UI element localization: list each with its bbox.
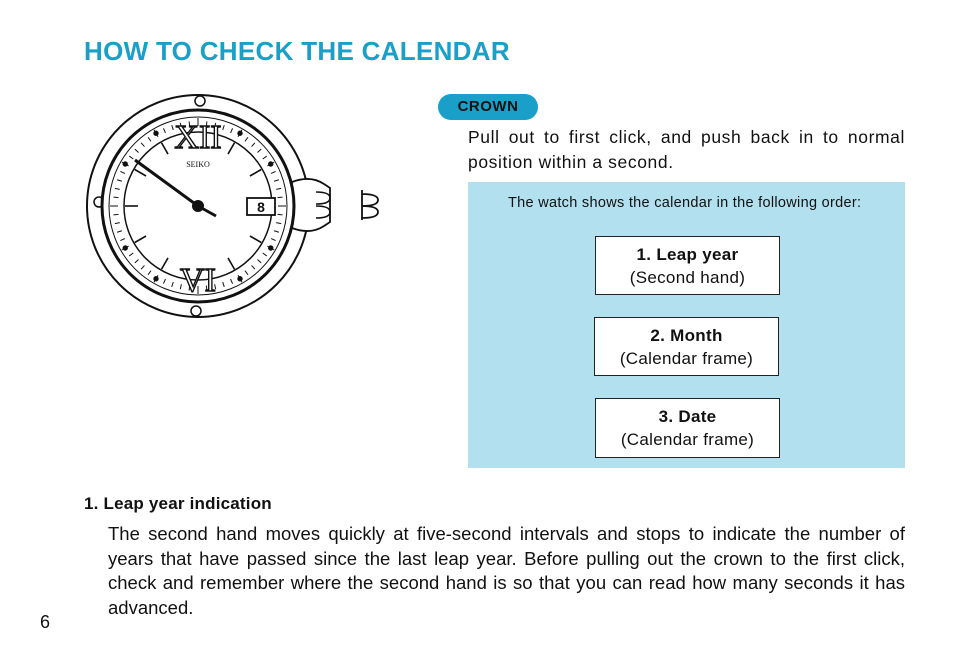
hour-dot — [123, 162, 127, 166]
page-title: HOW TO CHECK THE CALENDAR — [84, 36, 510, 66]
order-item-head: 3. Date — [658, 407, 717, 426]
hour-dot — [269, 162, 273, 166]
hour-dot — [269, 246, 273, 250]
center-pin — [192, 200, 204, 212]
order-item-leap-year — [595, 236, 780, 295]
crown-icon — [362, 190, 378, 220]
hour-dot — [154, 131, 158, 135]
order-item-head: 2. Month — [650, 326, 723, 345]
bezel-mark-bottom — [191, 306, 201, 316]
date-window-value: 8 — [257, 199, 265, 215]
hour-dot — [238, 277, 242, 281]
minute-tick — [113, 197, 118, 198]
crown-badge: CROWN — [438, 94, 538, 120]
bezel-mark-top — [195, 96, 205, 106]
minute-tick — [278, 214, 283, 215]
brand-logo: SEIKO — [186, 160, 210, 169]
crown-instruction: Pull out to first click, and push back in to normal position within a second. — [468, 127, 905, 172]
minute-tick — [113, 214, 118, 215]
order-item-sub: (Calendar frame) — [620, 430, 755, 449]
order-item-sub: (Calendar frame) — [619, 349, 754, 368]
page-number: 6 — [40, 612, 51, 632]
panel-intro: The watch shows the calendar in the following order: — [508, 195, 862, 211]
order-item-month — [594, 317, 779, 376]
calendar-order-panel — [468, 182, 905, 468]
hour-dot — [238, 131, 242, 135]
section-body: The second hand moves quickly at five-second intervals and stops to indicate the number of years that have passed since the last leap year. Before pulling out the crown to the first click, check and remember where the second hand is so that you can read how many seconds it has advanced. — [108, 523, 905, 618]
order-item-sub: (Second hand) — [629, 268, 746, 287]
watch-illustration — [80, 88, 400, 328]
order-item-head: 1. Leap year — [636, 245, 739, 264]
minute-tick — [278, 197, 283, 198]
crown-housing — [292, 179, 330, 231]
section-title: 1. Leap year indication — [84, 494, 272, 513]
numeral-xii: XII — [174, 119, 222, 156]
order-item-date — [595, 398, 780, 458]
hour-dot — [123, 246, 127, 250]
numeral-vi: VI — [180, 262, 216, 299]
hour-dot — [154, 277, 158, 281]
